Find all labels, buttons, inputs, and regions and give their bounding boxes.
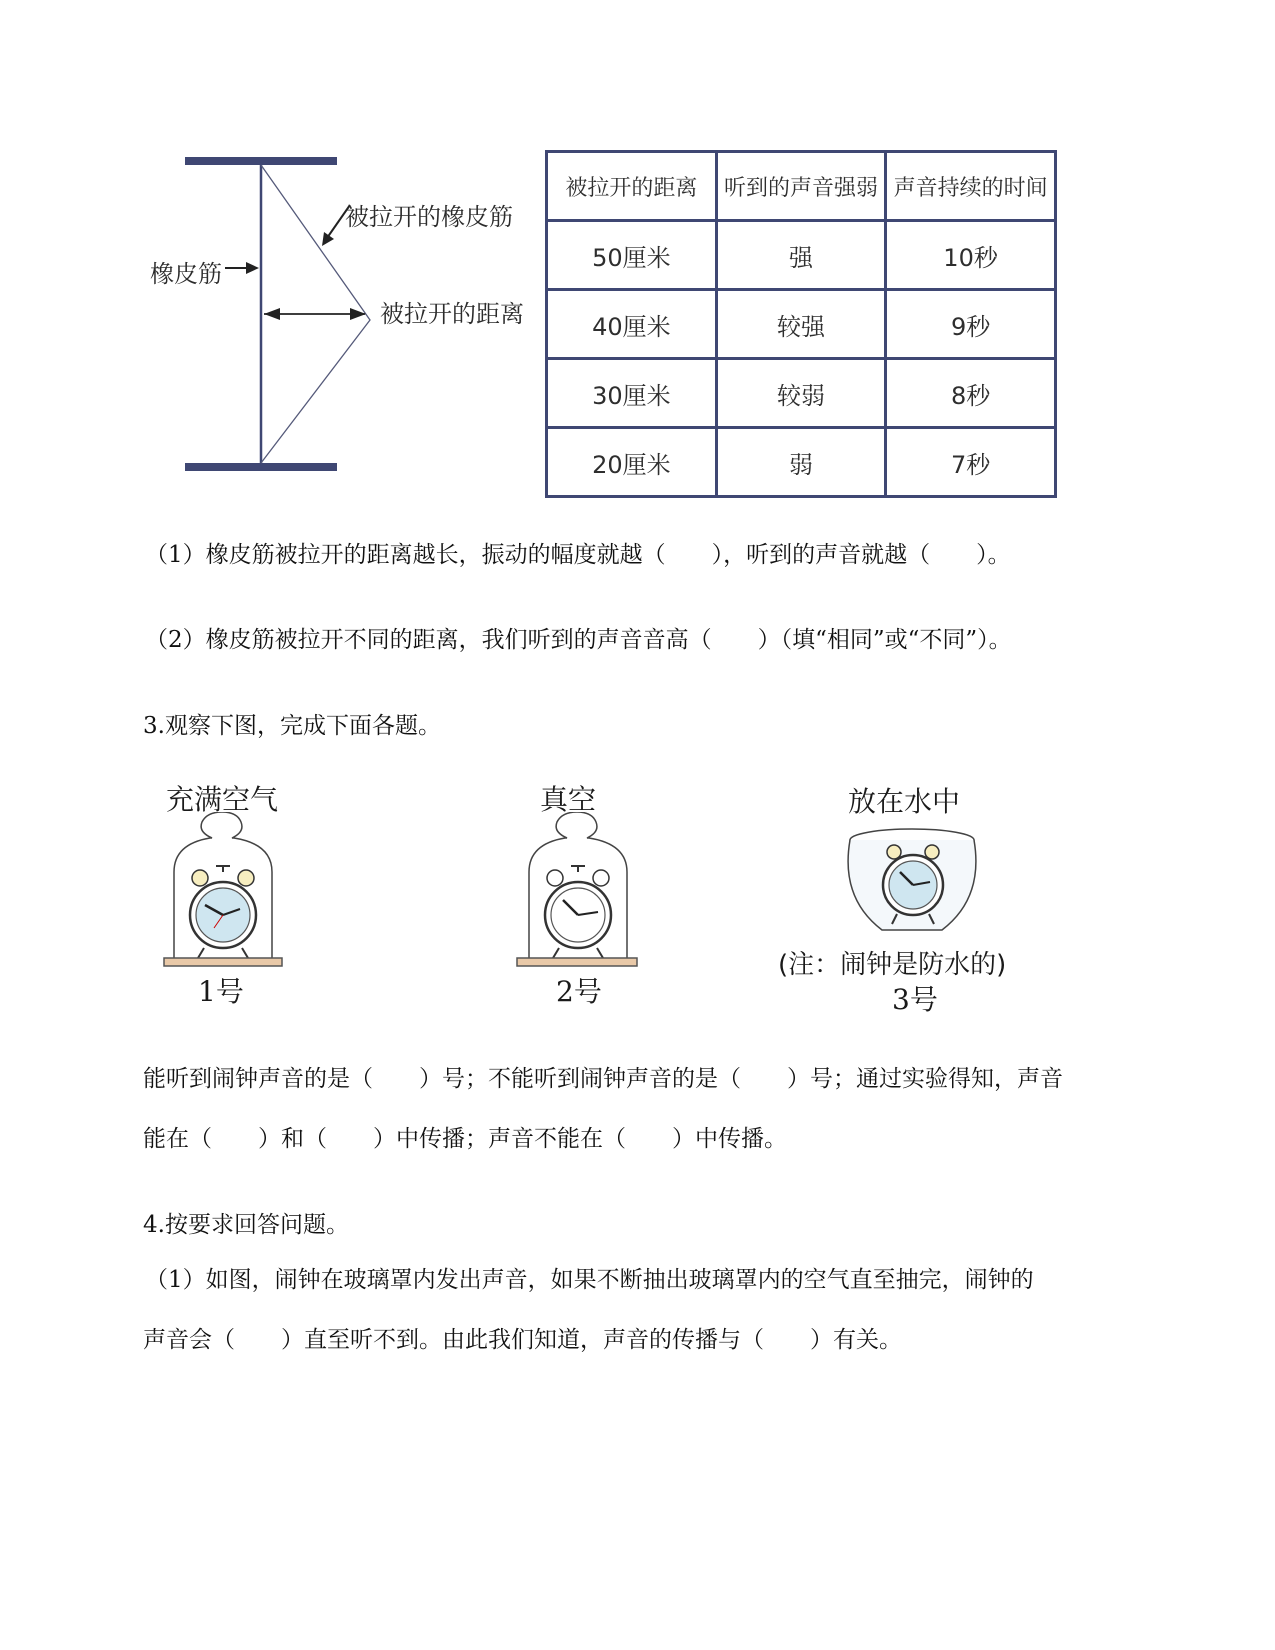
bell-jar-air-figure bbox=[160, 812, 290, 972]
table-cell: 30厘米 bbox=[547, 359, 717, 428]
figure-2-label: 2号 bbox=[556, 975, 602, 1008]
table-header-row bbox=[547, 152, 1056, 221]
table-cell: 弱 bbox=[716, 428, 885, 497]
figure-2-title: 真空 bbox=[540, 783, 597, 816]
table-header: 声音持续的时间 bbox=[886, 152, 1056, 221]
table-cell: 较弱 bbox=[716, 359, 885, 428]
label-rubber-band: 橡皮筋 bbox=[150, 260, 222, 288]
question-2-2: （2）橡皮筋被拉开不同的距离，我们听到的声音音高（ ）（填“相同”或“不同”）。 bbox=[145, 627, 1012, 653]
table-row bbox=[547, 221, 1056, 290]
water-bowl-figure bbox=[842, 818, 982, 948]
rubber-band-pointer-head bbox=[246, 262, 259, 274]
table-cell: 强 bbox=[716, 221, 885, 290]
question-2-1: （1）橡皮筋被拉开的距离越长，振动的幅度就越（ ），听到的声音就越（ ）。 bbox=[145, 542, 1011, 568]
figure-1-label: 1号 bbox=[198, 975, 244, 1008]
bottom-bar bbox=[185, 463, 337, 471]
table-header: 听到的声音强弱 bbox=[716, 152, 885, 221]
table-cell: 10秒 bbox=[886, 221, 1056, 290]
question-3-line-1: 能听到闹钟声音的是（ ）号；不能听到闹钟声音的是（ ）号；通过实验得知，声音 bbox=[143, 1066, 1063, 1092]
question-4-line-1: （1）如图，闹钟在玻璃罩内发出声音，如果不断抽出玻璃罩内的空气直至抽完，闹钟的 bbox=[145, 1267, 1034, 1293]
table-cell: 9秒 bbox=[886, 290, 1056, 359]
data-table bbox=[545, 150, 1057, 498]
table-cell: 40厘米 bbox=[547, 290, 717, 359]
label-stretched-band: 被拉开的橡皮筋 bbox=[345, 203, 513, 231]
stretched-band-pointer-head bbox=[322, 232, 334, 246]
label-stretched-distance: 被拉开的距离 bbox=[380, 300, 524, 328]
question-4-line-2: 声音会（ ）直至听不到。由此我们知道，声音的传播与（ ）有关。 bbox=[143, 1327, 902, 1353]
figure-1-title: 充满空气 bbox=[166, 783, 279, 816]
table-cell: 8秒 bbox=[886, 359, 1056, 428]
alarm-clock-icon bbox=[190, 866, 256, 958]
question-3-title: 3.观察下图，完成下面各题。 bbox=[143, 713, 441, 739]
figure-3-label: 3号 bbox=[892, 983, 938, 1016]
table-row bbox=[547, 290, 1056, 359]
table-row bbox=[547, 428, 1056, 497]
arrow-head-left bbox=[264, 308, 280, 320]
bell-jar-vacuum-figure bbox=[513, 812, 643, 972]
alarm-clock-icon bbox=[545, 866, 611, 958]
figure-3-title: 放在水中 bbox=[848, 785, 961, 818]
table-row bbox=[547, 359, 1056, 428]
table-cell: 20厘米 bbox=[547, 428, 717, 497]
table-cell: 较强 bbox=[716, 290, 885, 359]
top-bar bbox=[185, 157, 337, 165]
question-4-title: 4.按要求回答问题。 bbox=[143, 1212, 349, 1238]
figure-3-note: (注：闹钟是防水的) bbox=[778, 950, 1007, 980]
table-header: 被拉开的距离 bbox=[547, 152, 717, 221]
question-3-line-2: 能在（ ）和（ ）中传播；声音不能在（ ）中传播。 bbox=[143, 1126, 787, 1152]
table-cell: 50厘米 bbox=[547, 221, 717, 290]
table-cell: 7秒 bbox=[886, 428, 1056, 497]
